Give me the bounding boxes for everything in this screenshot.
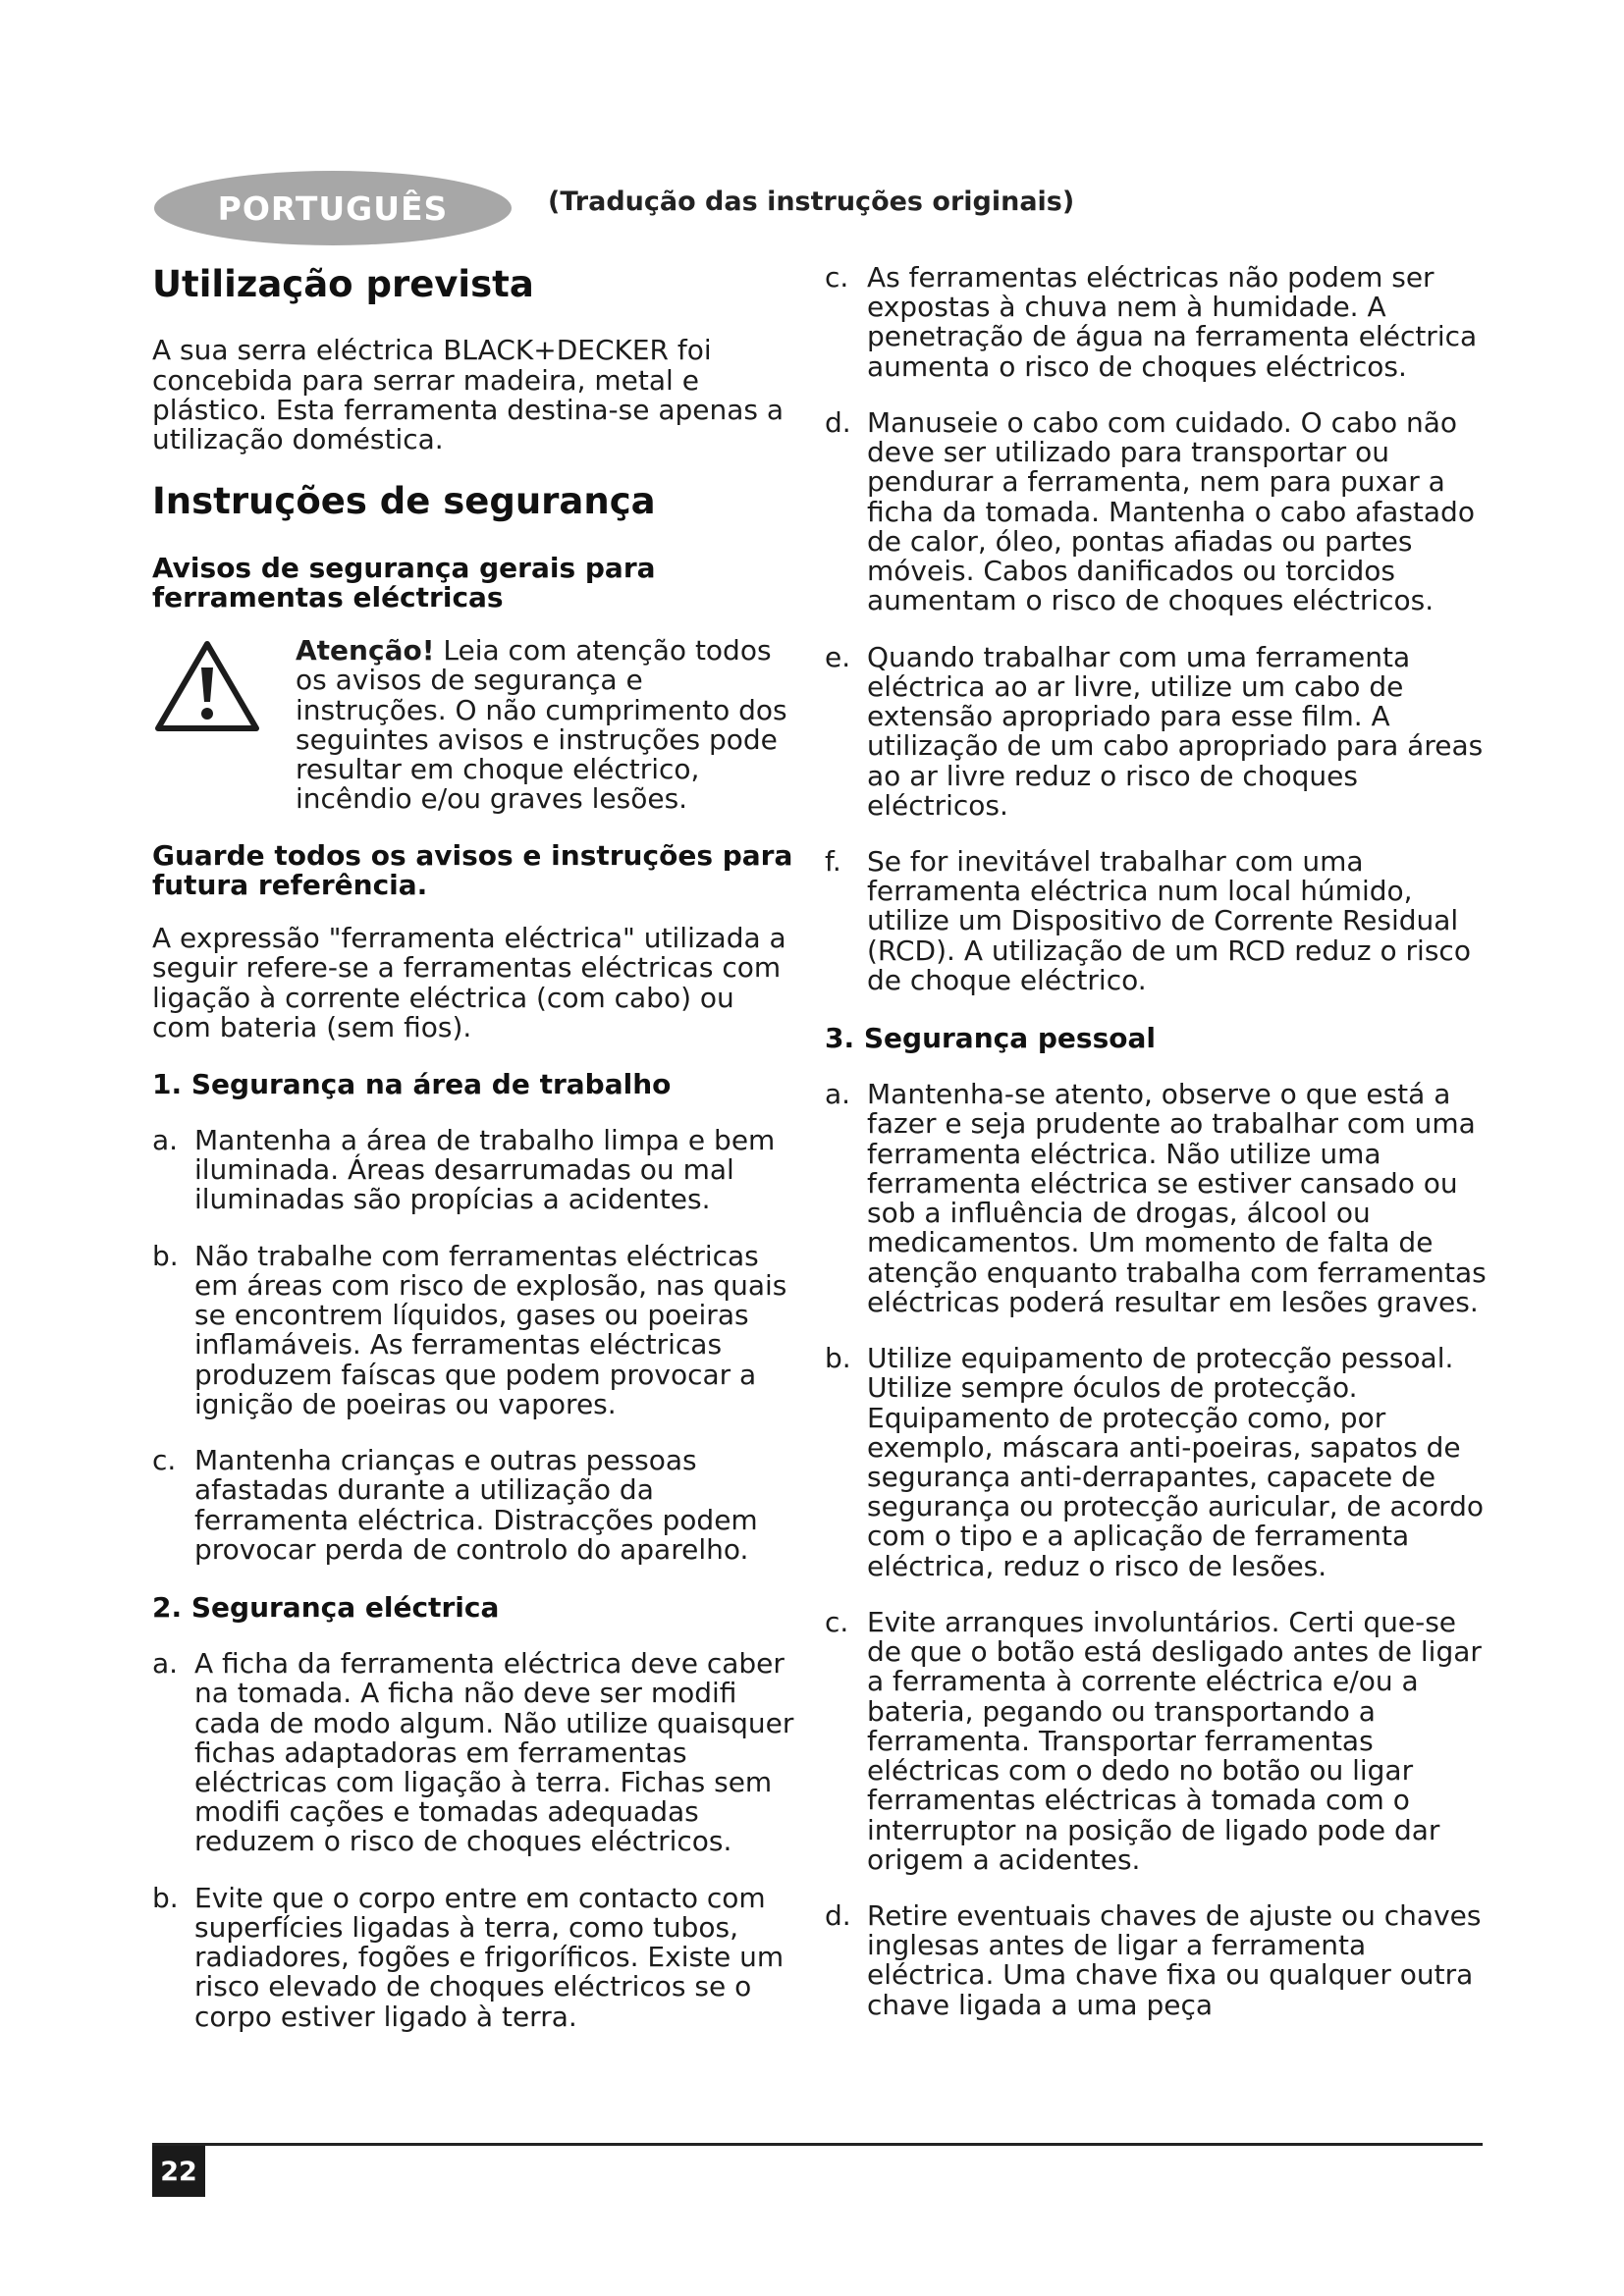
warning-triangle-icon: [152, 638, 262, 733]
translation-note: (Tradução das instruções originais): [548, 187, 1075, 217]
safety-instructions-heading: Instruções de segurança: [152, 480, 656, 523]
list-item-label: a.: [152, 1124, 179, 1156]
list-item: [152, 1239, 800, 1420]
list-item-label: a.: [152, 1647, 179, 1681]
list-item: [825, 1344, 1492, 1581]
list-item: [825, 1080, 1492, 1317]
list-item-text: Não trabalhe com ferramentas eléctricas em áreas com risco de explosão, nas quais se encontrem líquidos, gases ou poeiras inflamáveis. As ferramentas eléctricas produzem faíscas que podem provocar a ignição de poeiras ou vapores.: [194, 1239, 787, 1420]
list-item-label: a.: [825, 1078, 851, 1111]
list-item: [152, 1881, 800, 2033]
definition-text: A expressão "ferramenta eléctrica" utilizada a seguir refere-se a ferramentas eléctricas com ligação à corrente eléctrica (com cabo) ou com bateria (sem fios).: [152, 922, 786, 1043]
list-item-text: Utilize equipamento de protecção pessoal. Utilize sempre óculos de protecção. Equipamento de protecção como, por exemplo, máscara anti-poeiras, sapatos de segurança anti-derrapantes, capacete de segurança ou protecção auricular, de acordo com o tipo e a aplicação de ferramenta eléctrica, reduz o risco de lesões.: [867, 1342, 1485, 1582]
electrical-safety-heading: 2. Segurança eléctrica: [152, 1591, 500, 1625]
list-item-text: Manuseie o cabo com cuidado. O cabo não deve ser utilizado para transportar ou pendurar a ferramenta, nem para puxar a ficha da tomada. Mantenha o cabo afastado de calor, óleo, pontas afiadas ou partes móveis. Cabos danificados ou torcidos aumentam o risco de choques eléctricos.: [867, 405, 1475, 617]
list-item-text: Mantenha-se atento, observe o que está a fazer e seja prudente ao trabalhar com uma ferramenta eléctrica. Não utilize uma ferramenta eléctrica se estiver cansado ou sob a influência de drogas, álcool ou medicamentos. Um momento de falta de atenção enquanto trabalha com ferramentas eléctricas poderá resultar em lesões graves.: [867, 1078, 1487, 1318]
list-item-label: b.: [825, 1342, 851, 1375]
list-item-text: Mantenha crianças e outras pessoas afastadas durante a utilização da ferramenta eléctrica. Distracções podem provocar perda de controlo do aparelho.: [194, 1444, 758, 1566]
personal-safety-heading: 3. Segurança pessoal: [825, 1022, 1156, 1055]
intended-use-text: A sua serra eléctrica BLACK+DECKER foi concebida para serrar madeira, metal e plástico. Esta ferramenta destina-se apenas a utilização doméstica.: [152, 334, 785, 456]
list-item-label: c.: [825, 261, 849, 294]
general-warnings-heading: Avisos de segurança gerais para ferramentas eléctricas: [152, 551, 656, 614]
list-item: [152, 1649, 800, 1857]
list-item: [825, 263, 1492, 382]
list-item: [825, 405, 1492, 617]
list-item-text: Retire eventuais chaves de ajuste ou chaves inglesas antes de ligar a ferramenta eléctrica. Uma chave fixa ou qualquer outra chave ligada a uma peça: [867, 1899, 1482, 2021]
list-item: [825, 1605, 1492, 1876]
list-item-label: b.: [152, 1239, 179, 1272]
list-item-label: e.: [825, 640, 851, 673]
list-item: [825, 844, 1492, 996]
list-item-label: b.: [152, 1881, 179, 1914]
warning-block: [152, 636, 800, 814]
list-item-label: d.: [825, 405, 851, 439]
list-item-text: Se for inevitável trabalhar com uma ferramenta eléctrica num local húmido, utilize um Dispositivo de Corrente Residual (RCD). A utilização de um RCD reduz o risco de choque eléctrico.: [867, 844, 1471, 996]
list-item-text: Evite arranques involuntários. Certi que-se de que o botão está desligado antes de ligar a ferramenta à corrente eléctrica e/ou a bateria, pegando ou transportando a ferramenta. Transportar ferramentas eléctricas com o dedo no botão ou ligar ferramentas eléctricas à tomada com o interruptor na posição de ligado pode dar origem a acidentes.: [867, 1605, 1482, 1876]
list-item-label: c.: [825, 1605, 849, 1638]
list-item-text: Mantenha a área de trabalho limpa e bem iluminada. Áreas desarrumadas ou mal iluminadas são propícias a acidentes.: [194, 1124, 776, 1216]
list-item-label: c.: [152, 1444, 177, 1477]
list-item: [825, 640, 1492, 822]
list-item-text: Quando trabalhar com uma ferramenta eléctrica ao ar livre, utilize um cabo de extensão apropriado para esse film. A utilização de um cabo apropriado para áreas ao ar livre reduz o risco de choques eléctricos.: [867, 640, 1484, 822]
list-item-label: d.: [825, 1899, 851, 1933]
warning-lead: Atenção!: [296, 634, 435, 667]
list-item-text: As ferramentas eléctricas não podem ser expostas à chuva nem à humidade. A penetração de água na ferramenta eléctrica aumenta o risco de choques eléctricos.: [867, 261, 1478, 383]
intended-use-heading: Utilização prevista: [152, 263, 534, 305]
keep-instructions-heading: Guarde todos os avisos e instruções para futura referência.: [152, 838, 793, 901]
work-area-heading: 1. Segurança na área de trabalho: [152, 1068, 672, 1100]
list-item-text: Evite que o corpo entre em contacto com superfícies ligadas à terra, como tubos, radiadores, fogões e frigoríficos. Existe um risco elevado de choques eléctricos se o corpo estiver ligado à terra.: [194, 1881, 785, 2033]
list-item: [825, 1901, 1492, 2020]
list-item: [152, 1446, 800, 1565]
list-item-label: f.: [825, 844, 841, 878]
page-number: 22: [152, 2146, 205, 2197]
list-item-text: A ficha da ferramenta eléctrica deve caber na tomada. A ficha não deve ser modifi cada de modo algum. Não utilize quaisquer fichas adaptadoras em ferramentas eléctricas com ligação à terra. Fichas sem modifi cações e tomadas adequadas reduzem o risco de choques eléctricos.: [194, 1647, 794, 1858]
language-badge: PORTUGUÊS: [154, 171, 512, 245]
right-column: [825, 263, 1492, 2047]
footer-divider: [152, 2143, 1483, 2146]
warning-text: Leia com atenção todos os avisos de segurança e instruções. O não cumprimento dos seguintes avisos e instruções pode resultar em choque eléctrico, incêndio e/ou graves lesões.: [296, 634, 787, 816]
list-item: [152, 1126, 800, 1215]
left-column: [152, 263, 800, 2058]
